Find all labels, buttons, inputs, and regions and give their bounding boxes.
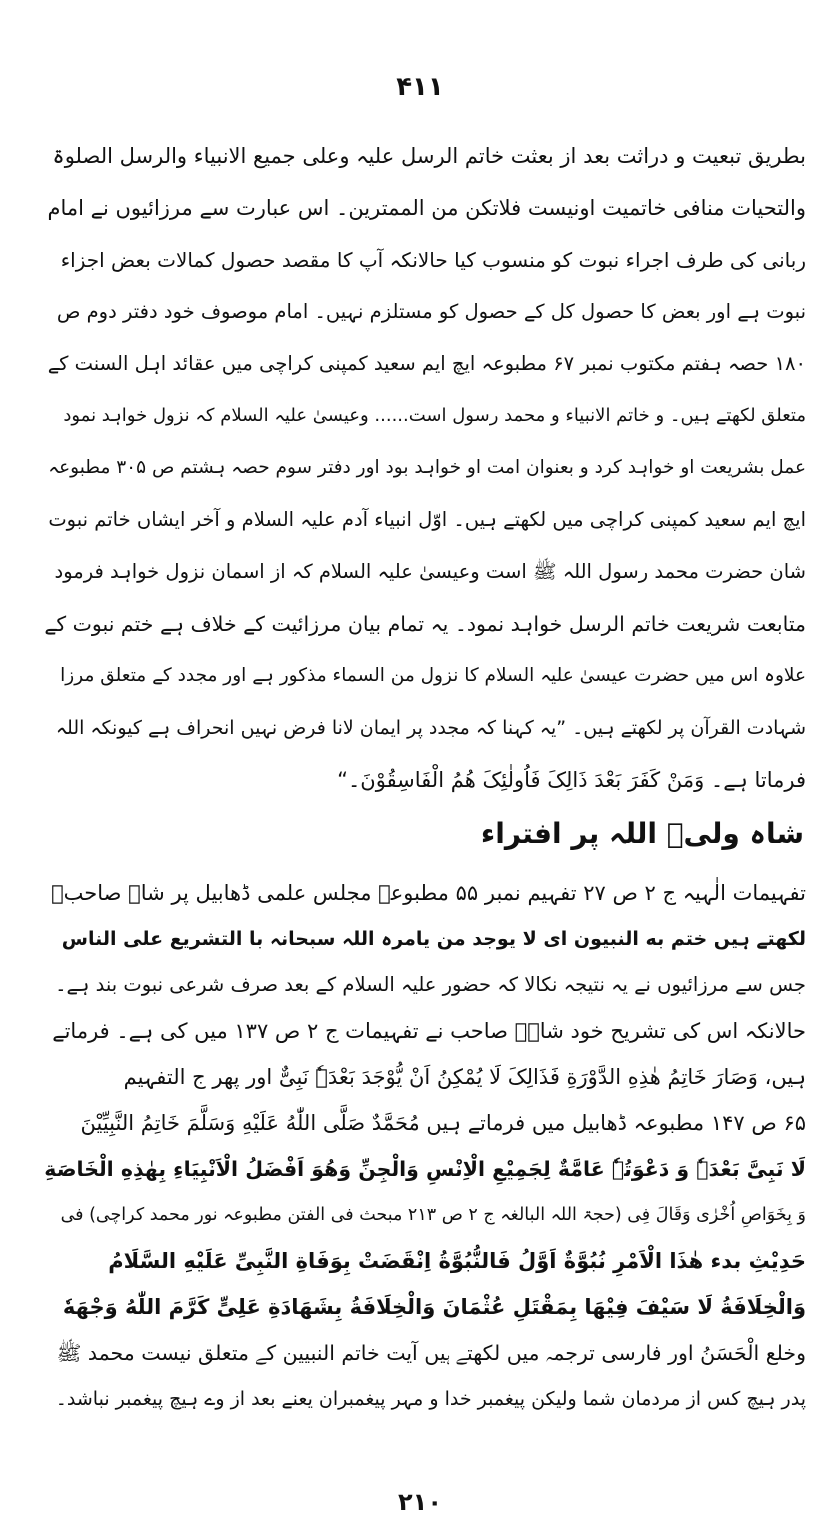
- paragraph-section-1: [44, 130, 806, 806]
- text-line: ۶۵ ص ۱۴۷ مطبوعہ ڈھابیل میں فرماتے ہیں مُحَمَّدٌ صَلَّی اللّٰهُ عَلَیْهِ وَسَلَّمَ خَاتِمُ النَّبِیِّیْنَ: [80, 1111, 806, 1135]
- text-line: ربانی کی طرف اجراء نبوت کو منسوب کیا حالانکہ آپ کا مقصد حصول کمالات بعض اجزاء: [60, 248, 806, 272]
- text-line: ۱۸۰ حصہ ہفتم مکتوب نمبر ۶۷ مطبوعہ ایچ ایم سعید کمپنی کراچی میں عقائد اہل السنت کے: [47, 352, 806, 375]
- text-line: شان حضرت محمد رسول اللہ ﷺ است وعیسیٰ علیہ السلام کہ از اسمان نزول خواہد فرمود: [54, 560, 806, 583]
- text-line: جس سے مرزائیوں نے یہ نتیجہ نکالا کہ حضور علیہ السلام کے بعد صرف شرعی نبوت بند ہے۔: [55, 973, 806, 996]
- section-heading: شاہ ولیؒ اللہ پر افتراء: [480, 817, 804, 850]
- text-line: عمل بشریعت او خواہد کرد و بعنوان امت او خواہد بود اور دفتر سوم حصہ ہشتم ص ۳۰۵ مطبوعہ: [48, 457, 806, 478]
- text-line: متعلق لکھتے ہیں۔ و خاتم الانبیاء و محمد رسول است...... وعیسیٰ علیہ السلام کہ نزول خواہد نمود: [63, 405, 806, 426]
- text-line: پدر ہیچ کس از مردمان شما ولیکن پیغمبر خدا و مہر پیغمبران یعنے بعد از وے ہیچ پیغمبر نباشد۔: [55, 1388, 806, 1410]
- text-line: وخلع الْحَسَنُ اور فارسی ترجمہ میں لکھتے ہیں آیت خاتم النبیین کے متعلق نیست محمد ﷺ: [56, 1341, 806, 1365]
- text-line: نبوت ہے اور بعض کا حصول کل کے حصول کو مستلزم نہیں۔ امام موصوف خود دفتر دوم ص: [56, 300, 806, 323]
- text-line: شہادت القرآن پر لکھتے ہیں۔ ”یہ کہنا کہ مجدد پر ایمان لانا فرض نہیں انحراف ہے کیونکہ اللہ: [55, 717, 806, 739]
- text-line: وَ بِخَوَاصِ اُخْرٰی وَقَالَ فِی (حجۃ اللہ البالغہ ج ۲ ص ۲۱۳ مبحث فی الفتن مطبوعہ نور محمد کراچی) فی: [60, 1205, 806, 1225]
- text-line: والتحیات منافی خاتمیت اونیست فلاتکن من الممترین۔ اس عبارت سے مرزائیوں نے امام: [47, 196, 806, 220]
- text-line: ہیں، وَصَارَ خَاتِمُ هٰذِهِ الدَّوْرَةِ فَذَالِکَ لَا یُمْکِنُ اَنْ یُّوْجَدَ بَعْدَہٗ نَبِیٌّ اور پھر ج التفہیم: [123, 1065, 806, 1089]
- page-number-bottom: ۲۱۰: [398, 1488, 442, 1516]
- page-number-top: ۴۱۱: [396, 72, 444, 102]
- text-line: حالانکہ اس کی تشریح خود شاہؒ صاحب نے تفہیمات ج ۲ ص ۱۳۷ میں کی ہے۔ فرماتے: [52, 1019, 806, 1043]
- text-line: لکھتے ہیں ختم به النبیون ای لا یوجد من یامرہ اللہ سبحانہ با التشریع علی الناس: [61, 928, 806, 950]
- text-line: تفہیمات الٰہیہ ج ۲ ص ۲۷ تفہیم نمبر ۵۵ مطبوعہ مجلس علمی ڈھابیل پر شاہ صاحبؒ: [51, 881, 806, 905]
- text-line: بطریق تبعیت و دراثت بعد از بعثت خاتم الرسل علیہ وعلی جمیع الانبیاء والرسل الصلوۃ: [52, 144, 806, 168]
- text-line: متابعت شریعت خاتم الرسل خواہد نمود۔ یہ تمام بیان مرزائیت کے خلاف ہے ختم نبوت کے: [44, 612, 806, 636]
- text-line: ایچ ایم سعید کمپنی کراچی میں لکھتے ہیں۔ اوّل انبیاء آدم علیہ السلام و آخر ایشاں خاتم نبوت: [48, 508, 806, 531]
- text-line: وَالْخِلَافَةُ لَا سَیْفَ فِیْھَا بِمَقْتَلِ عُثْمَانَ وَالْخِلَافَةُ بِشَھَادَةِ عَلِیٍّ کَرَّمَ اللّٰهُ وَجْھَهٗ: [62, 1295, 806, 1319]
- text-line: لَا نَبِیَّ بَعْدَہٗ وَ دَعْوَتُہٗ عَامَّةٌ لِجَمِیْعِ الْاِنْسِ وَالْجِنِّ وَھُوَ اَفْضَلُ الْاَنْبِیَاءِ بِھٰذِهِ الْخَاصَةِ: [44, 1157, 806, 1181]
- text-line: حَدِیْثِ بدء ھٰذَا الْاَمْرِ نُبُوَّةٌ اَوَّلُ فَالنُّبُوَّةُ اِنْقَضَتْ بِوَفَاةِ النَّبِیِّ عَلَیْهِ السَّلَامُ: [108, 1249, 806, 1273]
- text-line: فرماتا ہے۔ وَمَنْ کَفَرَ بَعْدَ ذَالِکَ فَاُولٰئِکَ ھُمُ الْفَاسِقُوْنَ۔“: [337, 768, 806, 792]
- text-line: علاوہ اس میں حضرت عیسیٰ علیہ السلام کا نزول من السماء مذکور ہے اور مجدد کے متعلق مرزا: [60, 665, 806, 686]
- paragraph-section-2: [44, 870, 806, 1422]
